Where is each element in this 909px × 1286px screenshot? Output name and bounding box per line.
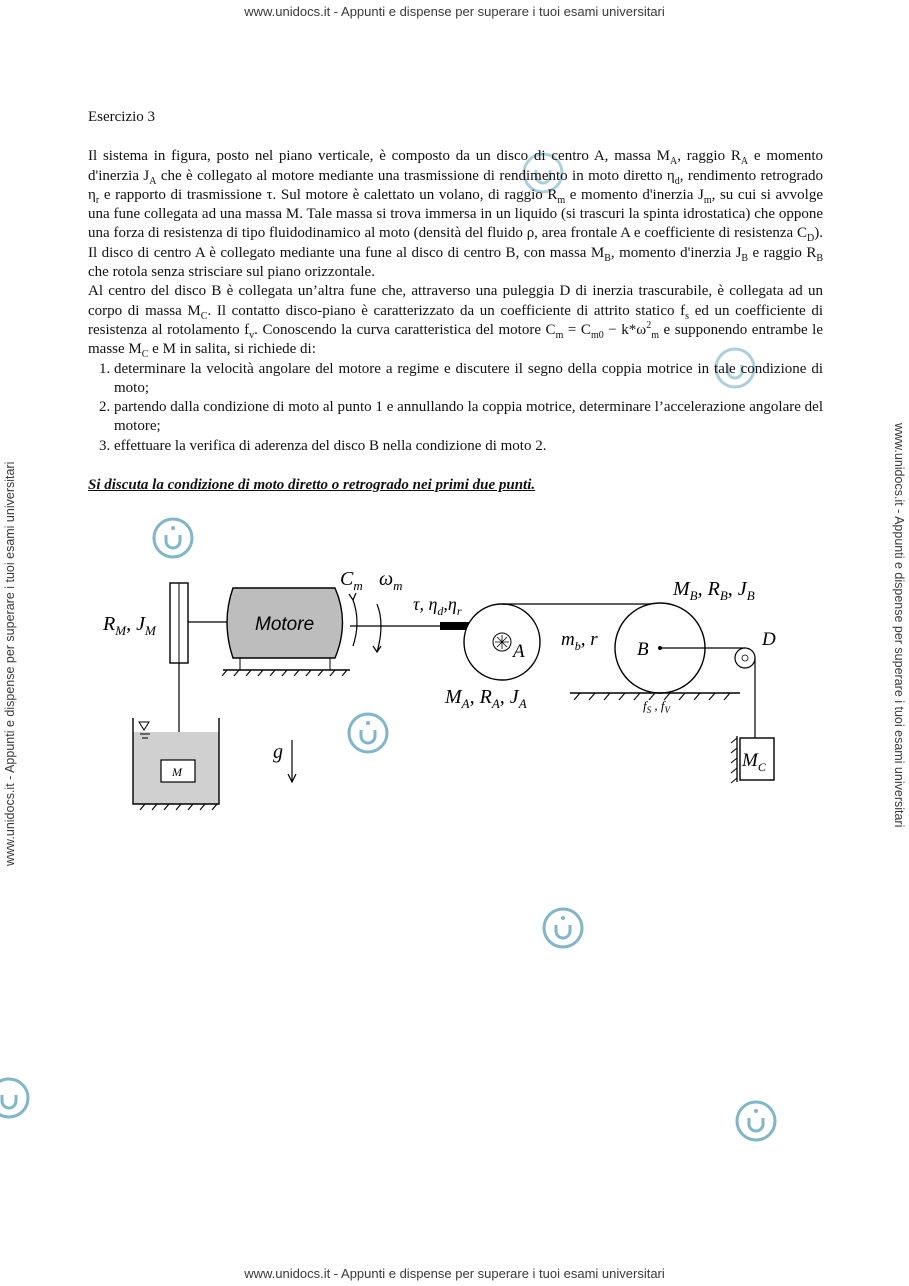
gravity-label: g (273, 741, 283, 763)
mass-mc-label: $M_C$ (742, 750, 766, 774)
task-list (88, 360, 823, 456)
list-item: 2. partendo dalla condizione di moto al punto 1 e annullando la coppia motrice, determinare l’accelerazione angolare del motore; (114, 398, 823, 437)
problem-paragraph-2: Al centro del disco B è collegata un’altra fune che, attraverso una puleggia D di inerzia trascurabile, è collegata ad un corpo di massa $M_C$. Il contatto disco-piano è caratterizzato da un coefficiente di attrito statico $f_s$ ed un coefficiente di resistenza al rotolamento $f_v$. Conoscendo la curva caratteristica del motore $C_m = C_{m0} - k*\omega^2_m$ e supponendo entrambe le masse $M_C$ e M in salita, si richiede di: (88, 283, 824, 361)
motor-label: Motore (255, 614, 315, 635)
flywheel-label: $R_M$, $J_M$ (103, 613, 156, 638)
watermark-logo-icon (0, 1075, 32, 1121)
watermark-bottom: www.unidocs.it - Appunti e dispense per superare i tuoi esami universitari (244, 1266, 665, 1281)
mechanism-diagram (95, 560, 795, 820)
watermark-logo-icon (150, 515, 196, 561)
friction-label: $f_S$ , $f_V$ (643, 698, 670, 715)
list-item: 1. determinare la velocità angolare del motore a regime e discutere il segno della coppia motrice in tale condizione di moto; (114, 360, 823, 399)
disc-a-properties: $M_A$, $R_A$, $J_A$ (445, 686, 527, 711)
rope-label: $m_b$, r (561, 629, 598, 653)
problem-paragraph-1: Il sistema in figura, posto nel piano verticale, è composto da un disco di centro A, massa $M_A$, raggio $R_A$ e momento d'inerzia $J_A$ che è collegato al motore mediante una trasmissione di rendimento in moto diretto $\eta_d$, rendimento retrogrado $\eta_r$ e rapporto di trasmissione τ. Sul motore è calettato un volano, di raggio $R_m$ e momento d'inerzia $J_m$, su cui si avvolge una fune collegata ad una massa M. Tale massa si trova immersa in un liquido (si trascuri la spinta idrostatica) che oppone una forza di resistenza di tipo fluidodinamico al moto (densità del fluido ρ, area frontale A e coefficiente di resistenza $C_D$). Il disco di centro A è collegato mediante una fune al disco di centro B, con massa $M_B$, momento d'inerzia $J_B$ e raggio $R_B$ che rotola senza strisciare sul piano orizzontale. (88, 148, 824, 281)
transmission-label: τ, $\eta_d,\eta_r$ (413, 594, 462, 618)
disc-b-label: B (637, 639, 649, 660)
watermark-top: www.unidocs.it - Appunti e dispense per superare i tuoi esami universitari (244, 4, 665, 19)
motor-speed-label: $\omega_m$ (379, 568, 403, 593)
pulley-d-label: D (762, 629, 776, 650)
discussion-note: Si discuta la condizione di moto diretto o retrogrado nei primi due punti. (88, 477, 536, 494)
watermark-logo-icon (540, 905, 586, 951)
motor-torque-label: $C_m$ (340, 568, 363, 593)
mass-m-label: M (172, 765, 182, 779)
watermark-left: www.unidocs.it - Appunti e dispense per superare i tuoi esami universitari (3, 461, 17, 866)
exercise-title: Esercizio 3 (88, 109, 156, 125)
watermark-logo-icon (733, 1098, 779, 1144)
watermark-right: www.unidocs.it - Appunti e dispense per superare i tuoi esami universitari (892, 423, 906, 828)
disc-b-properties: $M_B$, $R_B$, $J_B$ (673, 578, 755, 603)
exercise-content (88, 108, 823, 495)
disc-a-label: A (513, 641, 525, 662)
list-item: 3. effettuare la verifica di aderenza del disco B nella condizione di moto 2. (114, 437, 823, 456)
